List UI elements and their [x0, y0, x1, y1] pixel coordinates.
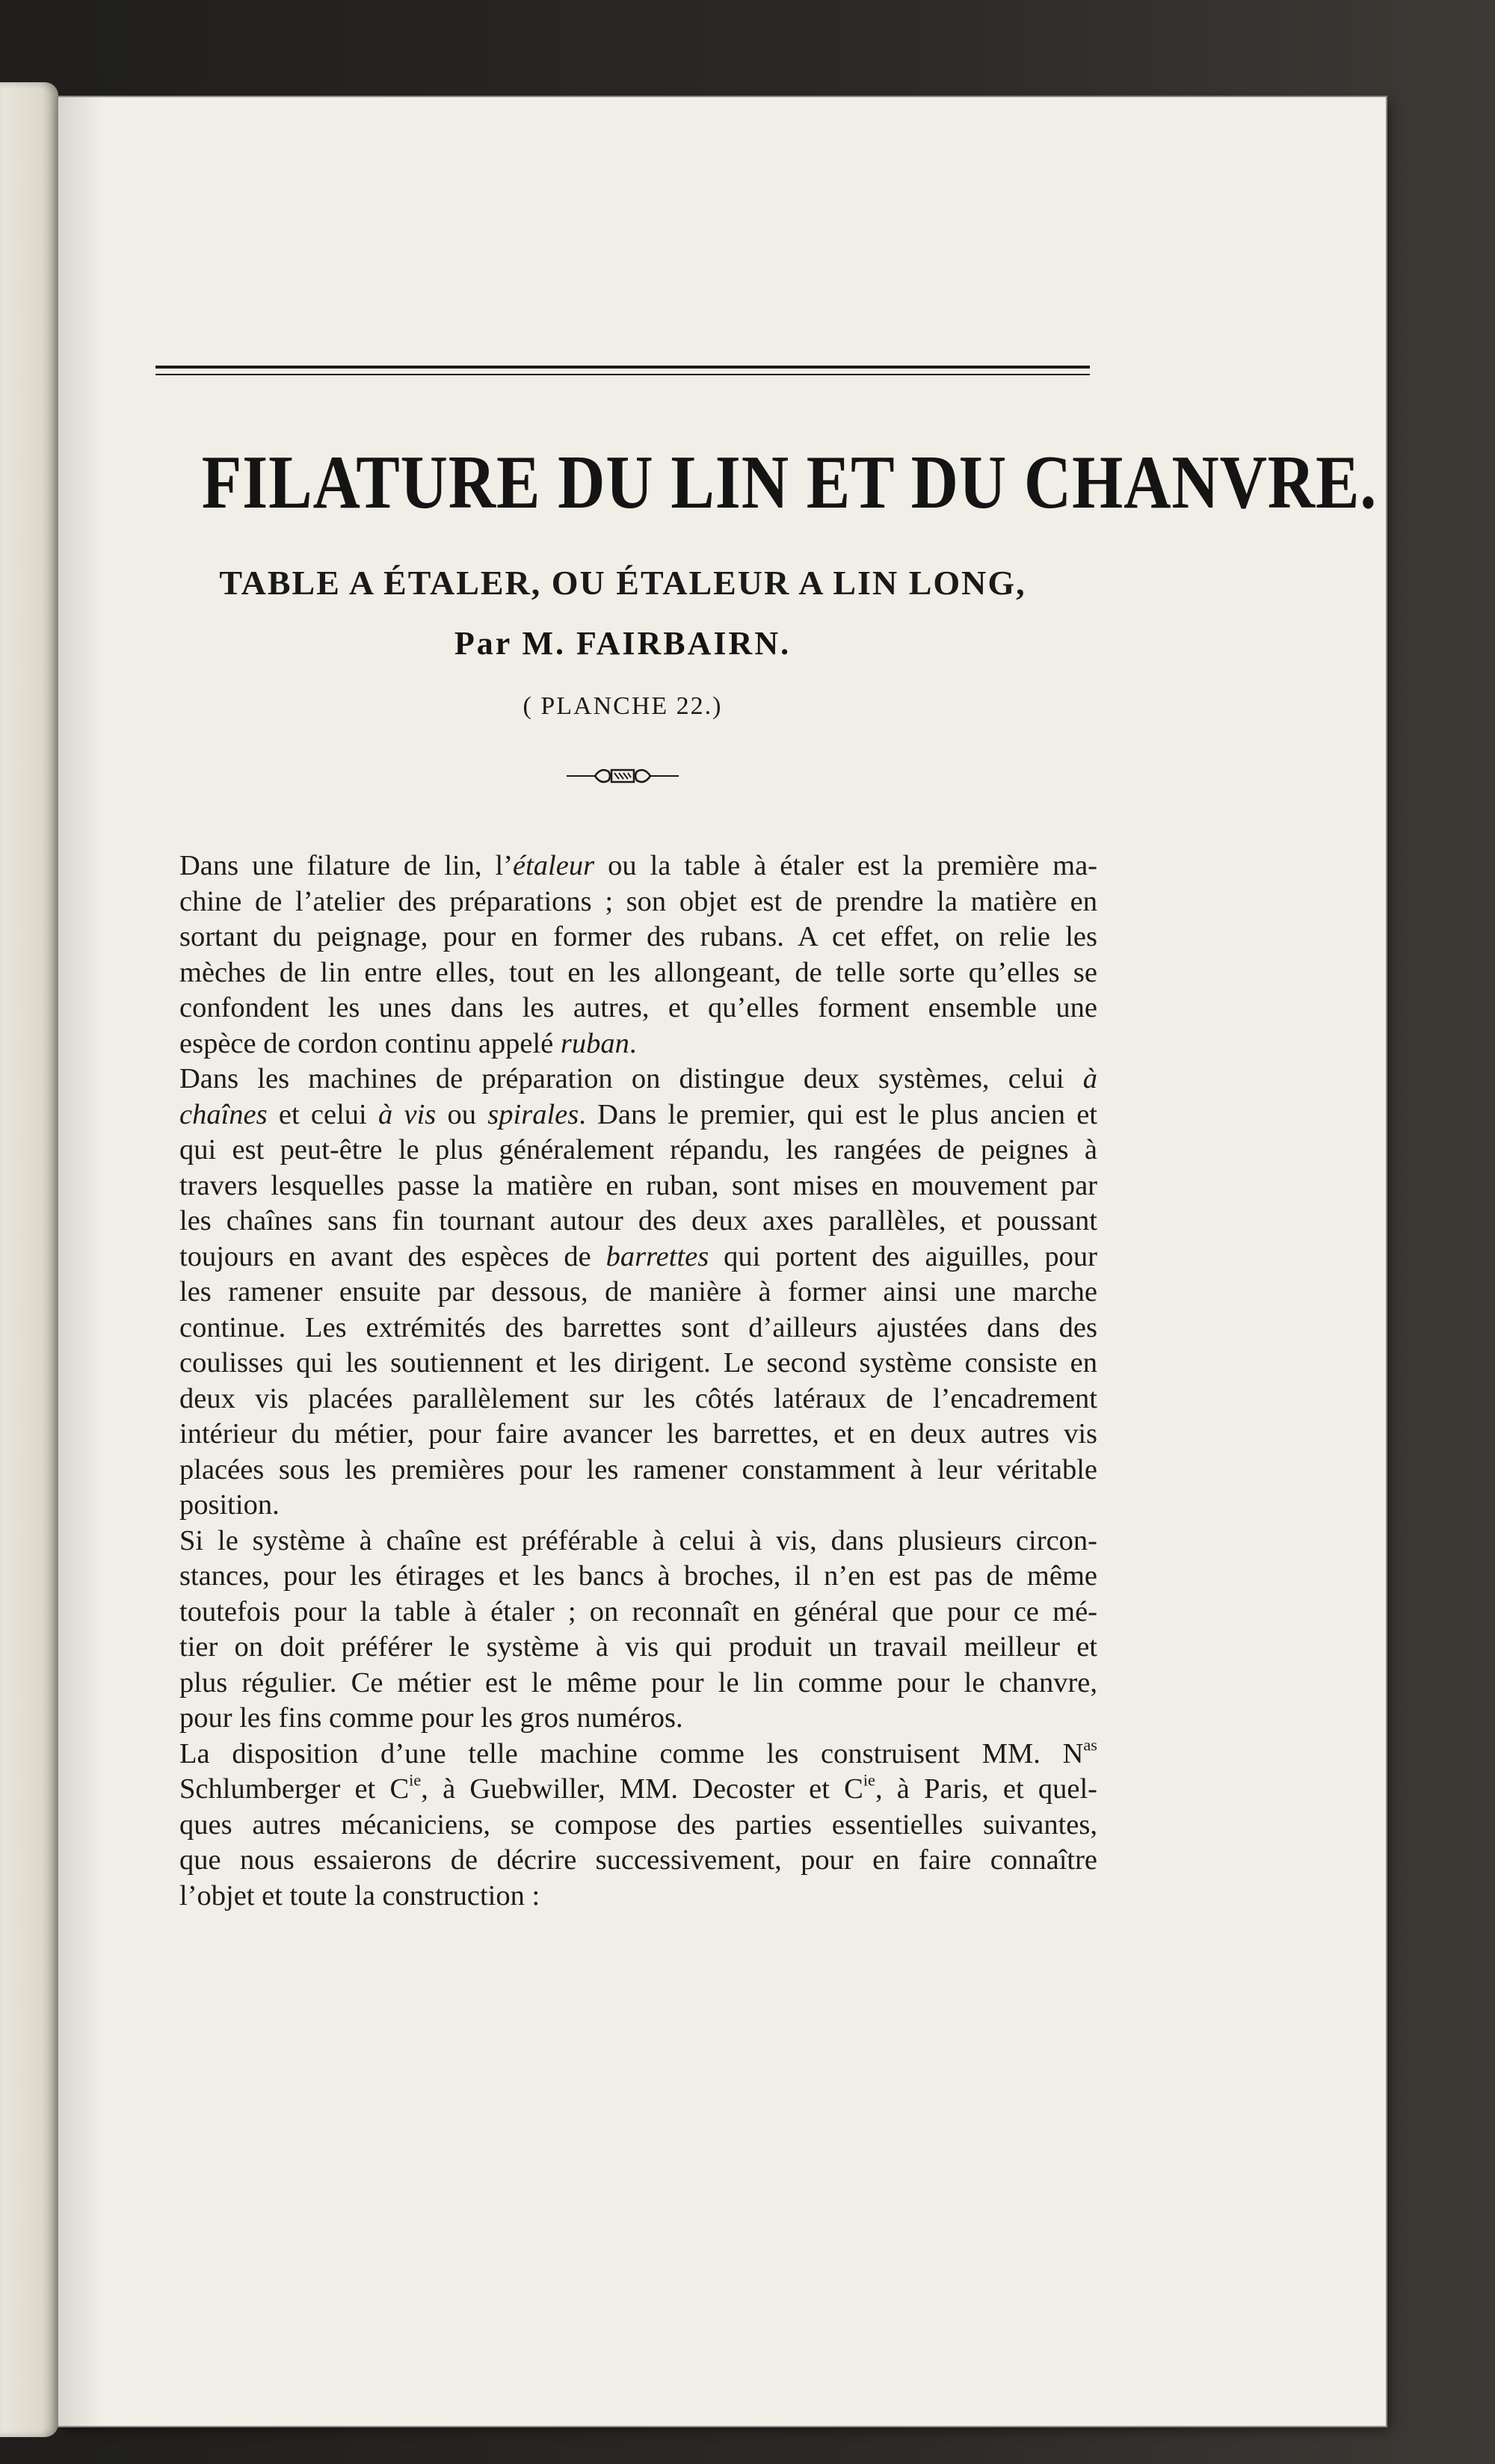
- text-line: [147, 1879, 1097, 1915]
- text-run: La disposition d’une telle machine comme les construisent MM. N: [179, 1737, 1084, 1770]
- text-run: ou: [436, 1098, 488, 1130]
- text-run: que nous essaierons de décrire successivement, pour en faire connaître: [179, 1844, 1097, 1876]
- text-run: coulisses qui les soutiennent et les dirigent. Le second système consiste en: [179, 1347, 1097, 1379]
- text-run: les ramener ensuite par dessous, de manière à former ainsi une marche: [179, 1276, 1097, 1308]
- text-line: [147, 1275, 1097, 1310]
- text-line: [147, 1630, 1097, 1666]
- text-run: tier on doit préférer le système à vis qui produit un travail meilleur et: [179, 1631, 1097, 1663]
- text-run: qui est peut-être le plus généralement répandu, les rangées de peignes à: [179, 1134, 1097, 1165]
- text-line: [147, 1559, 1097, 1595]
- text-run: position.: [179, 1489, 280, 1521]
- text-run: , à Paris, et quel-: [875, 1773, 1097, 1805]
- text-run: stances, pour les étirages et les bancs à broches, il n’en est pas de même: [179, 1560, 1097, 1592]
- text-line: [147, 1346, 1097, 1382]
- text-run: toujours en avant des espèces de: [179, 1240, 606, 1272]
- article-author: Par M. FAIRBAIRN.: [454, 625, 792, 662]
- text-run: l’objet et toute la construction :: [179, 1879, 540, 1912]
- text-run: ques autres mécaniciens, se compose des parties essentielles suivantes,: [179, 1808, 1097, 1841]
- text-line: [147, 1488, 1097, 1524]
- text-line: [147, 1133, 1097, 1168]
- italic-term: à vis: [377, 1098, 437, 1130]
- text-line: [147, 1843, 1097, 1879]
- text-run: , à Guebwiller, MM. Decoster et C: [421, 1773, 863, 1805]
- italic-term: chaînes: [179, 1098, 268, 1130]
- text-line: [147, 1772, 1097, 1808]
- article-body: [147, 848, 1097, 1914]
- text-run: .: [629, 1027, 637, 1059]
- text-run: sortant du peignage, pour en former des rubans. A cet effet, on relie les: [179, 921, 1097, 952]
- italic-term: spirales: [487, 1098, 579, 1130]
- text-run: toutefois pour la table à étaler ; on reconnaît en général que pour ce mé-: [179, 1595, 1097, 1627]
- text-line: [147, 1524, 1097, 1559]
- text-run: travers lesquelles passe la matière en ruban, sont mises en mouvement par: [179, 1169, 1097, 1201]
- text-line: [147, 884, 1097, 920]
- text-run: . Dans le premier, qui est le plus ancien et: [579, 1098, 1097, 1130]
- text-run: plus régulier. Ce métier est le même pour le lin comme pour le chanvre,: [179, 1666, 1097, 1698]
- text-line: [147, 1168, 1097, 1204]
- text-run: chine de l’atelier des préparations ; son objet est de prendre la matière en: [179, 885, 1097, 917]
- body-paragraph: [147, 1734, 1097, 1915]
- text-run: confondent les unes dans les autres, et qu’elles forment ensemble une: [179, 992, 1097, 1023]
- text-run: espèce de cordon continu appelé: [179, 1027, 561, 1059]
- text-run: deux vis placées parallèlement sur les côtés latéraux de l’encadrement: [179, 1382, 1097, 1414]
- text-line: [147, 1026, 1097, 1062]
- plate-reference: ( PLANCHE 22.): [523, 692, 723, 720]
- article-subtitle: TABLE A ÉTALER, OU ÉTALEUR A LIN LONG,: [219, 564, 1026, 602]
- text-line: [147, 1666, 1097, 1701]
- text-run: mèches de lin entre elles, tout en les allongeant, de telle sorte qu’elles se: [179, 956, 1097, 988]
- header-rule-thick: [155, 366, 1090, 369]
- superscript-abbrev: as: [1083, 1734, 1097, 1754]
- facing-page-edge: [0, 82, 58, 2437]
- body-paragraph: [147, 1524, 1097, 1737]
- text-run: Si le système à chaîne est préférable à celui à vis, dans plusieurs circon-: [179, 1524, 1097, 1556]
- text-line: [147, 1204, 1097, 1239]
- text-run: les chaînes sans fin tournant autour des deux axes parallèles, et poussant: [179, 1205, 1097, 1236]
- italic-term: ruban: [560, 1027, 629, 1059]
- text-run: continue. Les extrémités des barrettes sont d’ailleurs ajustées dans des: [179, 1311, 1097, 1343]
- text-line: [147, 1453, 1097, 1488]
- text-run: Dans une filature de lin, l’: [179, 850, 514, 881]
- header-rule-thin: [155, 374, 1090, 375]
- text-line: [147, 1595, 1097, 1630]
- text-line: [147, 1382, 1097, 1417]
- superscript-abbrev: ie: [863, 1770, 875, 1790]
- text-line: [147, 1310, 1097, 1346]
- text-run: Dans les machines de préparation on distingue deux systèmes, celui: [179, 1063, 1083, 1094]
- text-line: [147, 1417, 1097, 1453]
- book-page: [58, 97, 1386, 2426]
- text-run: intérieur du métier, pour faire avancer les barrettes, et en deux autres vis: [179, 1418, 1097, 1450]
- text-run: et celui: [267, 1098, 378, 1130]
- text-run: placées sous les premières pour les ramener constamment à leur véritable: [179, 1453, 1097, 1485]
- text-line: [147, 991, 1097, 1026]
- text-line: [147, 920, 1097, 955]
- text-line: [147, 1097, 1097, 1133]
- body-paragraph: [147, 848, 1097, 1062]
- text-line: [147, 848, 1097, 884]
- italic-term: à: [1082, 1063, 1097, 1094]
- text-line: [147, 1808, 1097, 1844]
- article-title: FILATURE DU LIN ET DU CHANVRE.: [201, 440, 1378, 525]
- body-paragraph: [147, 1062, 1097, 1524]
- italic-term: barrettes: [605, 1240, 709, 1272]
- text-run: Schlumberger et C: [179, 1773, 410, 1805]
- ornament-divider-icon: [567, 761, 679, 791]
- text-run: ou la table à étaler est la première ma-: [594, 850, 1097, 881]
- text-line: [147, 1062, 1097, 1097]
- text-line: [147, 1701, 1097, 1737]
- text-line: [147, 1239, 1097, 1275]
- text-run: pour les fins comme pour les gros numéros.: [179, 1702, 683, 1734]
- text-run: qui portent des aiguilles, pour: [709, 1240, 1097, 1272]
- superscript-abbrev: ie: [409, 1770, 422, 1790]
- text-line: [147, 1734, 1097, 1772]
- text-line: [147, 955, 1097, 991]
- italic-term: étaleur: [513, 850, 595, 881]
